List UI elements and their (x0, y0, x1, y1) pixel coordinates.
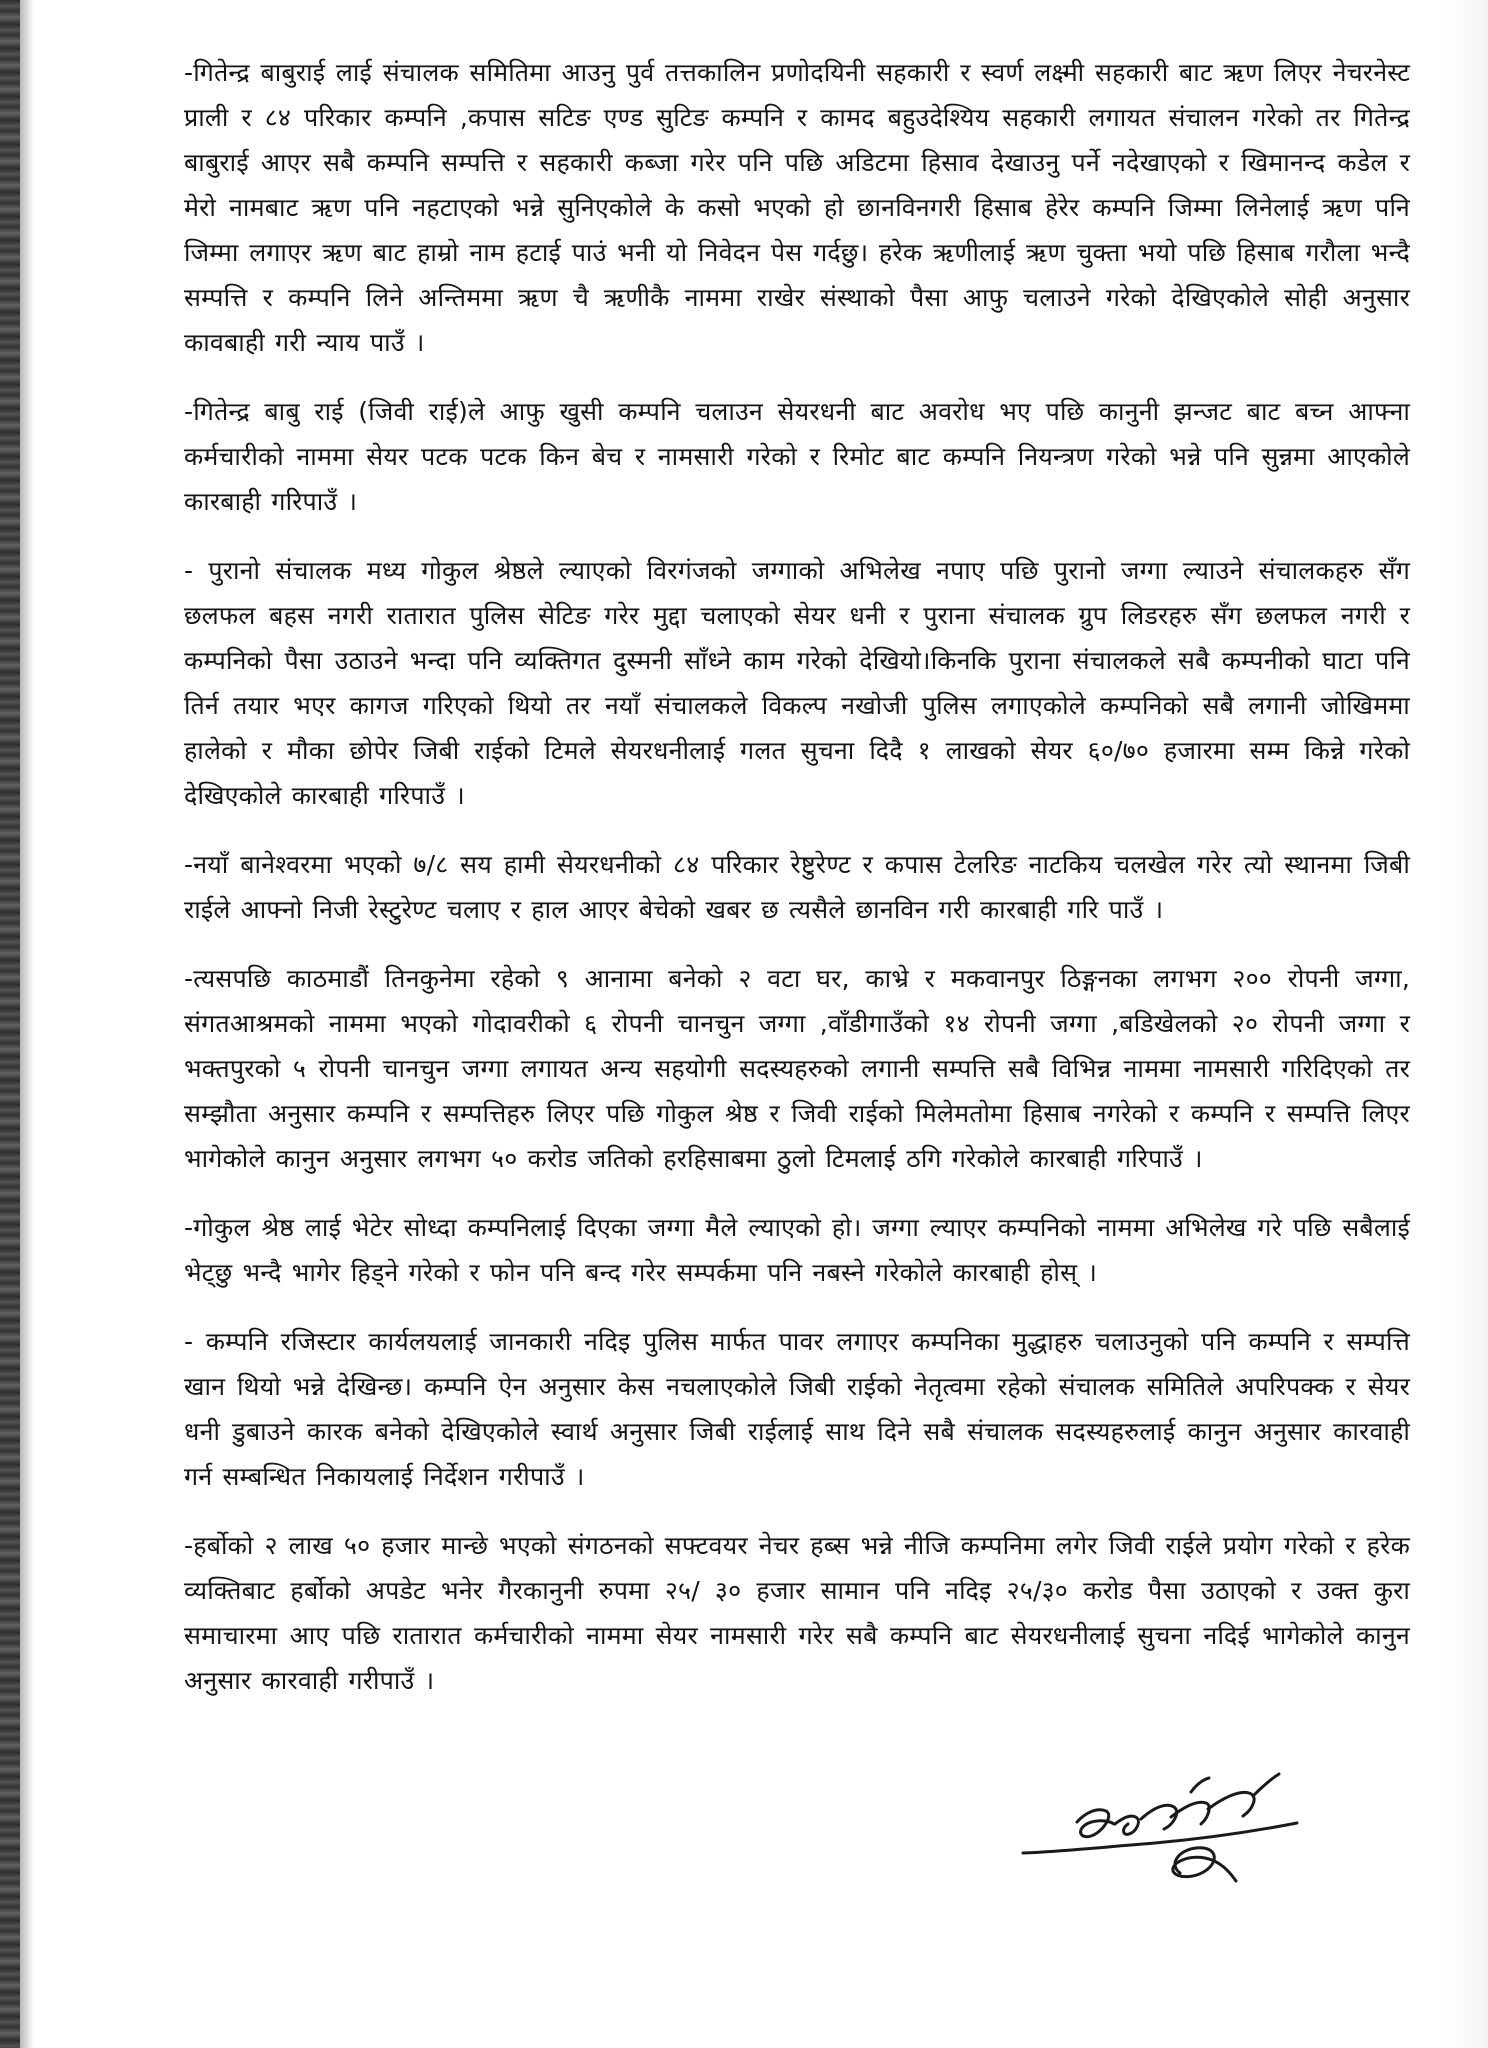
paragraph-3: - पुरानो संचालक मध्य गोकुल श्रेष्ठले ल्याएको विरगंजको जग्गाको अभिलेख नपाए पछि पुरानो जग्गा ल्याउने संचालकहरु सँग छलफल बहस नगरी रातारात पुलिस सेटिङ गरेर मुद्दा चलाएको सेयर धनी र पुराना संचालक ग्रुप लिडरहरु सँग छलफल नगरी र कम्पनिको पैसा उठाउने भन्दा पनि व्यक्तिगत दुस्मनी साँध्ने काम गरेको देखियो।किनकि पुराना संचालकले सबै कम्पनीको घाटा पनि तिर्न तयार भएर कागज गरिएको थियो तर नयाँ संचालकले विकल्प नखोजी पुलिस लगाएकोले कम्पनिको सबै लगानी जोखिममा हालेको र मौका छोपेर जिबी राईको टिमले सेयरधनीलाई गलत सुचना दिदै १ लाखको सेयर ६०/७० हजारमा सम्म किन्ने गरेको देखिएकोले कारबाही गरिपाउँ । (184, 556, 1410, 810)
paragraph-4: -नयाँ बानेश्वरमा भएको ७/८ सय हामी सेयरधनीको ८४ परिकार रेष्टुरेण्ट र कपास टेलरिङ नाटकिय चलखेल गरेर त्यो स्थानमा जिबी राईले आफ्नो निजी रेस्टुरेण्ट चलाए र हाल आएर बेचेको खबर छ त्यसैले छानविन गरी कारबाही गरि पाउँ । (184, 850, 1410, 924)
paragraph-7: - कम्पनि रजिस्टार कार्यलयलाई जानकारी नदिइ पुलिस मार्फत पावर लगाएर कम्पनिका मुद्धाहरु चलाउनुको पनि कम्पनि र सम्पत्ति खान थियो भन्ने देखिन्छ। कम्पनि ऐन अनुसार केस नचलाएकोले जिबी राईको नेतृत्वमा रहेको संचालक समितिले अपरिपक्क र सेयर धनी डुबाउने कारक बनेको देखिएकोले स्वार्थ अनुसार जिबी राईलाई साथ दिने सबै संचालक सदस्यहरुलाई कानुन अनुसार कारवाही गर्न सम्बन्धित निकायलाई निर्देशन गरीपाउँ । (184, 1327, 1410, 1491)
paragraph-1: -गितेन्द्र बाबुराई लाई संचालक समितिमा आउनु पुर्व तत्तकालिन प्रणोदयिनी सहकारी र स्वर्ण लक्ष्मी सहकारी बाट ऋण लिएर नेचरनेस्ट प्राली र ८४ परिकार कम्पनि ,कपास सटिङ एण्ड सुटिङ कम्पनि र कामद बहुउदेश्यिय सहकारी लगायत संचालन गरेको तर गितेन्द्र बाबुराई आएर सबै कम्पनि सम्पत्ति र सहकारी कब्जा गरेर पनि पछि अडिटमा हिसाव देखाउनु पर्ने नदेखाएको र खिमानन्द कडेल र मेरो नामबाट ऋण पनि नहटाएको भन्ने सुनिएकोले के कसो भएको हो छानविनगरी हिसाब हेरेर कम्पनि जिम्मा लिनेलाई ऋण पनि जिम्मा लगाएर ऋण बाट हाम्रो नाम हटाई पाउं भनी यो निवेदन पेस गर्दछु। हरेक ऋणीलाई ऋण चुक्ता भयो पछि हिसाब गरौला भन्दै सम्पत्ति र कम्पनि लिने अन्तिममा ऋण चै ऋणीकै नाममा राखेर संस्थाको पैसा आफु चलाउने गरेको देखिएकोले सोही अनुसार कावबाही गरी न्याय पाउँ । (184, 58, 1410, 357)
paragraph-8: -हर्बोको २ लाख ५० हजार मान्छे भएको संगठनको सफ्टवयर नेचर हब्स भन्ने नीजि कम्पनिमा लगेर जिवी राईले प्रयोग गरेको र हरेक व्यक्तिबाट हर्बोको अपडेट भनेर गैरकानुनी रुपमा २५/ ३० हजार सामान पनि नदिइ २५/३० करोड पैसा उठाएको र उक्त कुरा समाचारमा आए पछि रातारात कर्मचारीको नाममा सेयर नामसारी गरेर सबै कम्पनि बाट सेयरधनीलाई सुचना नदिई भागेकोले कानुन अनुसार कारवाही गरीपाउँ । (184, 1531, 1410, 1695)
page-edge-shadow (0, 0, 20, 2048)
paragraph-5: -त्यसपछि काठमाडौं तिनकुनेमा रहेको ९ आनामा बनेको २ वटा घर, काभ्रे र मकवानपुर ठिङ्गनका लगभग २०० रोपनी जग्गा, संगतआश्रमको नाममा भएको गोदावरीको ६ रोपनी चानचुन जग्गा ,वाँडीगाउँको १४ रोपनी जग्गा ,बडिखेलको २० रोपनी जग्गा र भक्तपुरको ५ रोपनी चानचुन जग्गा लगायत अन्य सहयोगी सदस्यहरुको लगानी सम्पत्ति सबै विभिन्न नाममा नामसारी गरिदिएको तर सम्झौता अनुसार कम्पनि र सम्पत्तिहरु लिएर पछि गोकुल श्रेष्ठ र जिवी राईको मिलेमतोमा हिसाब नगरेको र कम्पनि र सम्पत्ति लिएर भागेकोले कानुन अनुसार लगभग ५० करोड जतिको हरहिसाबमा ठुलो टिमलाई ठगि गरेकोले कारबाही गरिपाउँ । (184, 964, 1410, 1173)
paragraph-2: -गितेन्द्र बाबु राई (जिवी राई)ले आफु खुसी कम्पनि चलाउन सेयरधनी बाट अवरोध भए पछि कानुनी झन्जट बाट बच्न आफ्ना कर्मचारीको नाममा सेयर पटक पटक किन बेच र नामसारी गरेको र रिमोट बाट कम्पनि नियन्त्रण गरेको भन्ने पनि सुन्नमा आएकोले कारबाही गरिपाउँ । (184, 397, 1410, 516)
document-body (184, 50, 1410, 1727)
paragraph-6: -गोकुल श्रेष्ठ लाई भेटेर सोध्दा कम्पनिलाई दिएका जग्गा मैले ल्याएको हो। जग्गा ल्याएर कम्पनिको नाममा अभिलेख गरे पछि सबैलाई भेट्छु भन्दै भागेर हिड्ने गरेको र फोन पनि बन्द गरेर सम्पर्कमा पनि नबस्ने गरेकोले कारबाही होस् । (184, 1213, 1410, 1287)
handwritten-signature (1015, 1735, 1305, 1910)
page-edge-gradient (20, 0, 34, 2048)
